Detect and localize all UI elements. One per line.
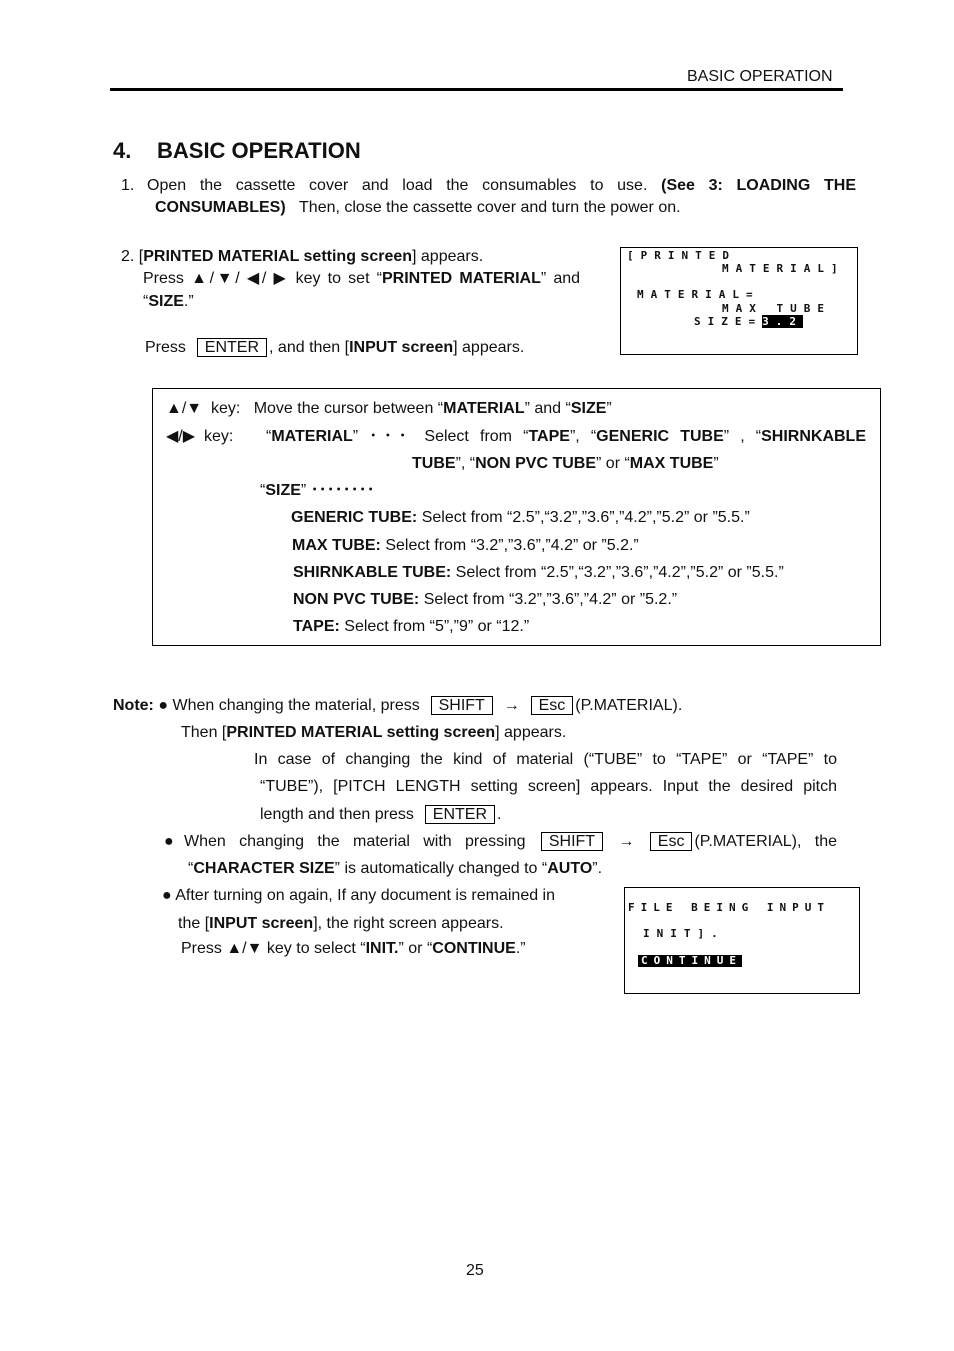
- lcd-line: MATERIAL=: [637, 288, 760, 301]
- step2-and: ” and: [540, 270, 581, 287]
- bullet-icon: ●: [162, 887, 172, 904]
- quote: .”: [515, 940, 526, 957]
- note-line2: [181, 723, 566, 743]
- non-pvc-tube-text: Select from “3.2”,”3.6”,”4.2” or ”5.2.”: [423, 591, 678, 608]
- lcd-line: [PRINTED: [627, 249, 736, 262]
- option-shirnkable: SHIRNKABLE: [761, 428, 866, 445]
- updown-key-row: [166, 399, 612, 419]
- note1-appears: ] appears.: [495, 724, 567, 741]
- header-rule: [110, 88, 843, 91]
- note1-case-text2: “TUBE”), [PITCH LENGTH setting screen] appears. Input the desired pitch: [260, 778, 837, 795]
- enter-key: ENTER: [425, 805, 495, 824]
- lcd-continue-highlight: CONTINUE: [638, 955, 742, 967]
- step2-input-screen: INPUT screen: [349, 339, 454, 356]
- leader-dots: ････････: [310, 482, 375, 499]
- note-line5: [260, 805, 501, 825]
- max-tube-text: Select from “3.2”,”3.6”,”4.2” or ”5.2.”: [385, 537, 639, 554]
- step2-line3: [143, 292, 194, 312]
- step2-size: SIZE: [148, 293, 184, 310]
- note2-bullet: ●: [164, 833, 174, 850]
- max-tube-sizes: [292, 536, 639, 556]
- note-line1: [113, 696, 682, 716]
- note1-screen: PRINTED MATERIAL setting screen: [226, 724, 496, 741]
- note1-case-text3: length and then press: [260, 806, 414, 823]
- quote: ”: [300, 482, 307, 499]
- period: .: [497, 806, 502, 823]
- leftright-key-label: [166, 427, 233, 447]
- step2-printed-material: PRINTED MATERIAL: [382, 270, 541, 287]
- note2-pmaterial: (P.MATERIAL), the: [694, 833, 838, 850]
- material-label: MATERIAL: [271, 428, 353, 445]
- shift-key: SHIFT: [541, 832, 603, 851]
- right-arrow-icon: →: [618, 833, 635, 850]
- quote: “: [260, 482, 266, 499]
- note2-line1: [184, 832, 837, 852]
- shirnkable-tube-sizes: [293, 563, 784, 583]
- esc-key: Esc: [531, 696, 574, 715]
- note3-line3: [181, 939, 526, 959]
- option-non-pvc: NON PVC TUBE: [475, 455, 597, 472]
- quote: ”: [606, 400, 612, 417]
- note-label: Note:: [113, 697, 154, 714]
- sep: ”, “: [569, 428, 597, 445]
- or-text: ” or “: [398, 940, 433, 957]
- enter-key: ENTER: [197, 338, 267, 357]
- step2-line4: [145, 338, 524, 358]
- note1-case-text1: In case of changing the kind of material (“TUBE” to “TAPE” or “TAPE” to: [254, 751, 837, 768]
- size-term: SIZE: [570, 400, 607, 417]
- lcd-printed-material-screen: [620, 247, 858, 355]
- input-screen-term: INPUT screen: [209, 915, 314, 932]
- material-options-line1: [266, 427, 866, 447]
- note2-mid: ” is automatically changed to “: [334, 860, 548, 877]
- key-label: key:: [203, 428, 234, 445]
- note3-the: the [: [178, 915, 210, 932]
- running-header: BASIC OPERATION: [687, 68, 833, 85]
- sep: ” , “: [723, 428, 762, 445]
- right-arrow-icon: →: [503, 697, 520, 714]
- quote: .”: [183, 293, 194, 310]
- or-text: ” or “: [596, 455, 630, 472]
- lcd-line: INIT].: [643, 927, 725, 940]
- step1-line1: [147, 176, 856, 196]
- quote: ”: [352, 428, 359, 445]
- lcd-line: [694, 316, 803, 328]
- step1-number: 1.: [121, 177, 135, 194]
- step2-appears2: ] appears.: [453, 339, 525, 356]
- quote: “: [266, 428, 272, 445]
- quote: ”.: [592, 860, 603, 877]
- size-label: SIZE: [265, 482, 301, 499]
- step2-press2: Press: [145, 339, 186, 356]
- leftright-arrow-icon: ◀/▶: [166, 428, 196, 445]
- note3-appears: ], the right screen appears.: [313, 915, 504, 932]
- section-number: 4.: [113, 138, 132, 163]
- init-term: INIT.: [365, 940, 399, 957]
- arrow-keys-icon: ▲/▼/ ◀/ ▶: [191, 270, 289, 287]
- step2-press: Press: [143, 270, 184, 287]
- note2-line2: [188, 859, 602, 879]
- shirnkable-tube-text: Select from “2.5”,“3.2”,”3.6”,”4.2”,”5.2” or ”5.5.”: [455, 564, 784, 581]
- quote: ”: [713, 455, 719, 472]
- option-max-tube: MAX TUBE: [629, 455, 714, 472]
- auto-term: AUTO: [547, 860, 593, 877]
- step1-line2: [155, 198, 681, 218]
- step1-text-b: Then, close the cassette cover and turn the power on.: [299, 199, 681, 216]
- section-title: BASIC OPERATION: [157, 138, 361, 163]
- note3-line2: [178, 914, 504, 934]
- size-row: [260, 481, 375, 501]
- lcd-size-label: SIZE=: [694, 315, 763, 328]
- note-line3: [254, 750, 837, 770]
- lcd-line: MATERIAL]: [722, 262, 845, 275]
- non-pvc-tube-sizes: [293, 590, 677, 610]
- continue-term: CONTINUE: [432, 940, 516, 957]
- material-options-line2: [412, 454, 719, 474]
- note-line4: [260, 777, 837, 797]
- lcd-selected-value: 3.2: [762, 315, 803, 328]
- step1-ref-b: CONSUMABLES): [155, 199, 286, 216]
- max-tube-label: MAX TUBE:: [292, 537, 381, 554]
- bullet-icon: ●: [158, 697, 169, 714]
- quote: “: [188, 860, 194, 877]
- step2-then: , and then [: [269, 339, 350, 356]
- generic-tube-text: Select from “2.5”,“3.2”,”3.6”,”4.2”,”5.2” or ”5.5.”: [421, 509, 750, 526]
- step2-number: 2. [: [121, 248, 144, 265]
- note3-press: Press ▲/▼ key to select “: [181, 940, 366, 957]
- tape-label: TAPE:: [293, 618, 340, 635]
- step2-appears: ] appears.: [412, 248, 484, 265]
- and-text: ” and “: [524, 400, 571, 417]
- shift-key: SHIFT: [431, 696, 493, 715]
- lcd-file-being-input-screen: [624, 887, 860, 994]
- step2-line2: [143, 269, 580, 289]
- tape-sizes: [293, 617, 529, 637]
- leader-dots: ･･･: [369, 428, 414, 445]
- character-size-term: CHARACTER SIZE: [193, 860, 335, 877]
- select-from: Select from “: [424, 428, 529, 445]
- material-term: MATERIAL: [443, 400, 525, 417]
- lcd-line: MAX TUBE: [722, 302, 831, 315]
- tape-text: Select from “5”,”9” or “12.”: [344, 618, 530, 635]
- note1-text: When changing the material, press: [172, 697, 420, 714]
- generic-tube-label: GENERIC TUBE:: [291, 509, 418, 526]
- sep: ”, “: [455, 455, 476, 472]
- option-tube: TUBE: [412, 455, 456, 472]
- option-generic-tube: GENERIC TUBE: [596, 428, 724, 445]
- page-number: 25: [466, 1262, 484, 1279]
- pmaterial-text: (P.MATERIAL).: [575, 697, 683, 714]
- esc-key: Esc: [650, 832, 693, 851]
- lcd-line: FILE BEING INPUT: [628, 901, 830, 914]
- option-tape: TAPE: [528, 428, 570, 445]
- step2-key-to-set: key to set “: [295, 270, 382, 287]
- updown-arrow-icon: ▲/▼: [166, 400, 203, 417]
- updown-desc: Move the cursor between “: [253, 400, 444, 417]
- quote: “: [143, 293, 149, 310]
- note3-text: After turning on again, If any document is remained in: [175, 887, 556, 904]
- step1-text-a: Open the cassette cover and load the consumables to use.: [147, 177, 648, 194]
- note1-then: Then [: [181, 724, 227, 741]
- note2-text: When changing the material with pressing: [184, 833, 526, 850]
- step2-line1: [121, 247, 483, 267]
- step1-ref-a: (See 3: LOADING THE: [661, 177, 856, 194]
- note3-line1: [162, 886, 555, 906]
- key-label: key:: [211, 400, 241, 417]
- non-pvc-tube-label: NON PVC TUBE:: [293, 591, 420, 608]
- shirnkable-tube-label: SHIRNKABLE TUBE:: [293, 564, 452, 581]
- generic-tube-sizes: [291, 508, 750, 528]
- step2-screen-name: PRINTED MATERIAL setting screen: [143, 248, 413, 265]
